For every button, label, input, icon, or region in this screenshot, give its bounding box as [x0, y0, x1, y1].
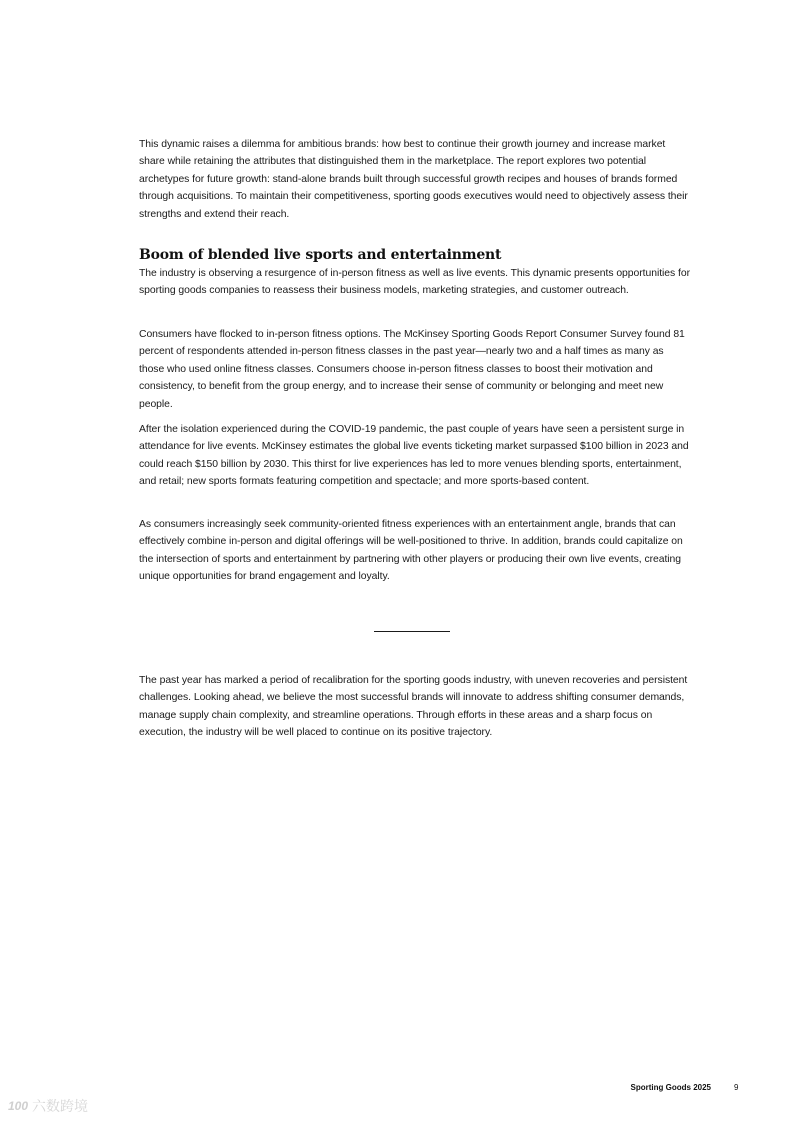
section-divider [374, 631, 450, 632]
watermark-text: 六数跨境 [32, 1098, 89, 1114]
paragraph-live-events: After the isolation experienced during the COVID-19 pandemic, the past couple of years have seen a persistent surge in attendance for live events. McKinsey estimates the global live events ticketing market surpassed $100 billion in 2023 and could reach $150 billion by 2030. This thirst for live experiences has led to more venues blending sports, entertainment, and retail; new sports formats featuring competition and spectacle; and more sports-based content. [139, 424, 689, 488]
paragraph-in-person-fitness: Consumers have flocked to in-person fitness options. The McKinsey Sporting Goods Report Consumer Survey found 81 percent of respondents attended in-person fitness classes in the past year—nearly two and a half times as many as those who used online fitness classes. Consumers choose in-person fitness classes to boost their motivation and consistency, to benefit from the group energy, and to increase their sense of community or belonging and meet new people. [139, 329, 685, 410]
section-heading: Boom of blended live sports and entertainment [139, 247, 502, 263]
paragraph-community-fitness: As consumers increasingly seek community-oriented fitness experiences with an entertainment angle, brands that can effectively combine in-person and digital offerings will be well-positioned to thrive. In addition, brands could capitalize on the intersection of sports and entertainment by partnering with other players or producing their own live events, creating unique opportunities for brand engagement and loyalty. [139, 519, 683, 583]
paragraph-resurgence: The industry is observing a resurgence of in-person fitness as well as live events. This dynamic presents opportunities for sporting goods companies to reassess their business models, marketing strategies, and customer outreach. [139, 268, 690, 297]
paragraph-growth-archetypes: This dynamic raises a dilemma for ambitious brands: how best to continue their growth journey and increase market share while retaining the attributes that distinguished them in the marketplace. The report explores two potential archetypes for future growth: stand-alone brands built through successful growth recipes and houses of brands formed through acquisitions. To maintain their competitiveness, sporting goods executives would need to objectively assess their strengths and extend their reach. [139, 139, 688, 220]
footer-page-number: 9 [734, 1083, 739, 1092]
paragraph-conclusion: The past year has marked a period of recalibration for the sporting goods industry, with uneven recoveries and persistent challenges. Looking ahead, we believe the most successful brands will innovate to address shifting consumer demands, manage supply chain complexity, and streamline operations. Through efforts in these areas and a sharp focus on execution, the industry will be well placed to continue on its positive trajectory. [139, 675, 688, 739]
footer-report-title: Sporting Goods 2025 [630, 1083, 711, 1092]
watermark-logo-icon: 100 [8, 1099, 29, 1113]
watermark [8, 1096, 88, 1116]
